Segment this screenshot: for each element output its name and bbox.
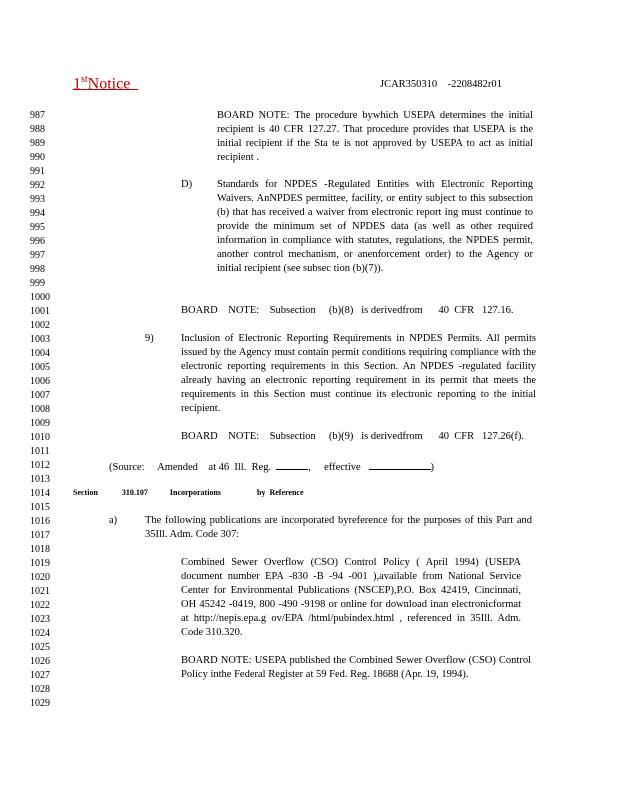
line-number: 1014 [30, 488, 50, 499]
line-number: 999 [30, 278, 45, 289]
item-a-label: a) [109, 515, 118, 526]
line-number: 1018 [30, 544, 50, 555]
line-number: 1027 [30, 670, 50, 681]
line-number: 1012 [30, 460, 50, 471]
notice-number: 1 [73, 75, 81, 93]
source-text: (Source: Amended at 46 Ill. Reg. [109, 462, 272, 473]
line-number: 1024 [30, 628, 50, 639]
line-number: 1023 [30, 614, 50, 625]
line-number: 1017 [30, 530, 50, 541]
item-d-label: D) [181, 179, 193, 190]
line-number: 987 [30, 110, 45, 121]
publication-entry: Combined Sewer Overflow (CSO) Control Policy ( April 1994) (USEPA document number EPA -830 -B -94 -001 ),available from National Service Center for Environmental Publications (NSCEP),P.O. Box 42419, Cincinnati, OH 45242 -0419, 800 -490 -9198 or online for download inan electronicformat at http://nepis.epa.g ov/EPA /html/pubindex.html , referenced in 35Ill. Adm. Code 310.320. [181, 557, 521, 638]
line-number: 992 [30, 180, 45, 191]
board-note-initial-recipient: BOARD NOTE: The procedure bywhich USEPA determines the initial recipient is 40 CFR 127.27. That procedure provides that USEPA is the initial recipient if the Sta te is not approved by USEPA to act as initial recipient . [217, 110, 533, 163]
line-number: 993 [30, 194, 45, 205]
notice-header [73, 74, 138, 93]
effective-date-blank [369, 458, 431, 470]
register-volume-blank [276, 458, 308, 470]
line-number: 994 [30, 208, 45, 219]
notice-suffix: st [81, 74, 88, 85]
line-number: 1008 [30, 404, 50, 415]
line-number: 998 [30, 264, 45, 275]
line-number: 988 [30, 124, 45, 135]
line-number: 995 [30, 222, 45, 233]
line-number: 1019 [30, 558, 50, 569]
line-number: 1022 [30, 600, 50, 611]
item-d-text: Standards for NPDES -Regulated Entities with Electronic Reporting Waivers. AnNPDES permittee, facility, or entity subject to this subsection (b) that has received a waiver from electronic report ing must continue to provide the minimum set of NPDES data (as well as other required information in compliance with statutes, regulations, the NPDES permit, another control mechanism, or anenforcement order) to the Agency or initial recipient (see subsec tion (b)(7)). [217, 179, 533, 274]
notice-word: Notice [87, 75, 131, 93]
section-number: 310.107 [121, 488, 148, 497]
line-number: 1026 [30, 656, 50, 667]
line-number: 1002 [30, 320, 50, 331]
line-number: 1015 [30, 502, 50, 513]
item-a-text: The following publications are incorporated byreference for the purposes of this Part and 35Ill. Adm. Code 307: [145, 515, 532, 540]
line-number: 1021 [30, 586, 50, 597]
document-id: JCAR350310 -2208482r01 [380, 79, 502, 90]
source-note [109, 458, 434, 475]
line-number: 1005 [30, 362, 50, 373]
section-label: Section [73, 488, 98, 497]
source-close: ) [430, 462, 435, 473]
line-number: 1003 [30, 334, 50, 345]
line-number: 1016 [30, 516, 50, 527]
section-title: Incorporations [169, 488, 222, 497]
section-title-suffix: by Reference [257, 488, 304, 497]
board-note-b9: BOARD NOTE: Subsection (b)(9) is derivedfrom 40 CFR 127.26(f). [181, 431, 524, 442]
item-9-text: Inclusion of Electronic Reporting Requirements in NPDES Permits. All permits issued by the Agency must contain permit conditions requiring compliance with the electronic reporting requirements in this Section. An NPDES -regulated facility already having an electronic reporting requirement in its permit that meets the requirements in this Section must continue its electronic reporting to the initial recipient. [181, 333, 536, 414]
line-number: 989 [30, 138, 45, 149]
line-number: 1028 [30, 684, 50, 695]
section-heading [73, 486, 304, 500]
board-note-b8: BOARD NOTE: Subsection (b)(8) is derivedfrom 40 CFR 127.16. [181, 305, 514, 316]
line-number: 1000 [30, 292, 50, 303]
board-note-publication: BOARD NOTE: USEPA published the Combined Sewer Overflow (CSO) Control Policy inthe Federal Register at 59 Fed. Reg. 18688 (Apr. 19, 1994). [181, 655, 531, 680]
line-number: 1004 [30, 348, 50, 359]
line-number: 1013 [30, 474, 50, 485]
line-number: 1006 [30, 376, 50, 387]
line-number: 1010 [30, 432, 50, 443]
source-effective: , effective [308, 462, 361, 473]
item-9-label: 9) [145, 333, 154, 344]
line-number: 1025 [30, 642, 50, 653]
line-number: 1009 [30, 418, 50, 429]
line-number: 991 [30, 166, 45, 177]
line-number: 1020 [30, 572, 50, 583]
line-number: 1011 [30, 446, 50, 457]
line-number-column [30, 109, 60, 711]
line-number: 997 [30, 250, 45, 261]
line-number: 1029 [30, 698, 50, 709]
line-number: 1001 [30, 306, 50, 317]
line-number: 996 [30, 236, 45, 247]
line-number: 1007 [30, 390, 50, 401]
line-number: 990 [30, 152, 45, 163]
